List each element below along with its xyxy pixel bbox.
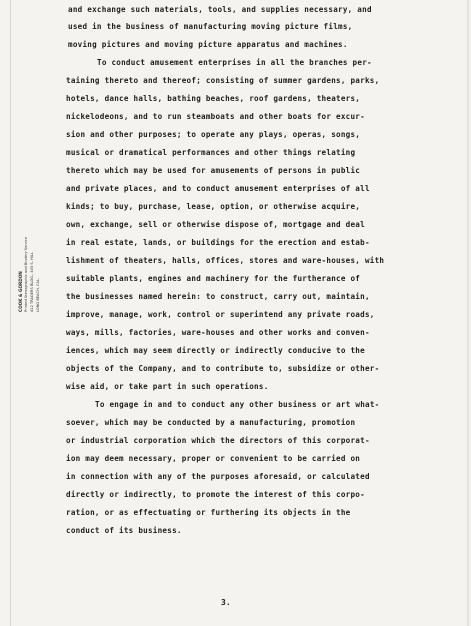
text-line-22: wise aid, or take part in such operations. — [66, 382, 269, 391]
text-line-30: conduct of its business. — [66, 526, 182, 535]
text-line-12: kinds; to buy, purchase, lease, option, or otherwise acquire, — [66, 202, 361, 211]
text-line-23: To engage in and to conduct any other business or art what- — [95, 400, 380, 409]
text-line-27: in connection with any of the purposes aforesaid, or calculated — [66, 472, 370, 481]
text-line-18: improve, manage, work, control or superintend any private roads, — [66, 310, 375, 319]
text-line-15: lishment of theaters, halls, offices, stores and ware-houses, with — [66, 256, 385, 265]
text-line-14: in real estate, lands, or buildings for the erection and estab- — [66, 238, 370, 247]
text-line-1: and exchange such materials, tools, and supplies necessary, and — [68, 5, 372, 14]
stamp-line-3: 412 TRADERS BLDG., 405 S. HILL — [30, 252, 34, 312]
text-line-29: ration, or as effectuating or furthering its objects in the — [66, 508, 351, 517]
text-line-11: and private places, and to conduct amusement enterprises of all — [66, 184, 370, 193]
text-line-7: nickelodeons, and to run steamboats and other boats for excur- — [66, 112, 365, 121]
text-line-4: To conduct amusement enterprises in all the branches per- — [97, 58, 372, 67]
stamp-line-4: LONG BEACH, CAL. — [36, 277, 40, 312]
text-line-2: used in the business of manufacturing moving picture films, — [68, 22, 353, 31]
text-line-3: moving pictures and moving picture apparatus and machines. — [68, 40, 348, 49]
text-line-8: sion and other purposes; to operate any plays, operas, songs, — [66, 130, 361, 139]
text-line-24: soever, which may be conducted by a manufacturing, promotion — [66, 418, 356, 427]
text-line-5: taining thereto and thereof; consisting of summer gardens, parks, — [66, 76, 380, 85]
text-line-17: the businesses named herein: to construct, carry out, maintain, — [66, 292, 370, 301]
stamp-line-2: Printed Stenographic and Bindery Service — [24, 236, 28, 312]
text-line-19: ways, mills, factories, ware-houses and other works and conven- — [66, 328, 370, 337]
text-line-9: musical or dramatical performances and other things relating — [66, 148, 356, 157]
stamp-line-1: COOK & GORDON — [18, 271, 23, 312]
text-line-28: directly or indirectly, to promote the interest of this corpo- — [66, 490, 365, 499]
text-line-25: or industrial corporation which the directors of this corporat- — [66, 436, 370, 445]
page-number: 3. — [221, 598, 231, 607]
text-line-6: hotels, dance halls, bathing beaches, roof gardens, theaters, — [66, 94, 361, 103]
text-line-13: own, exchange, sell or otherwise dispose of, mortgage and deal — [66, 220, 365, 229]
text-line-20: iences, which may seem directly or indirectly conducive to the — [66, 346, 365, 355]
text-line-26: ion may deem necessary, proper or convenient to be carried on — [66, 454, 361, 463]
text-line-16: suitable plants, engines and machinery for the furtherance of — [66, 274, 361, 283]
text-line-10: thereto which may be used for amusements of persons in public — [66, 166, 361, 175]
text-line-21: objects of the Company, and to contribute to, subsidize or other- — [66, 364, 380, 373]
